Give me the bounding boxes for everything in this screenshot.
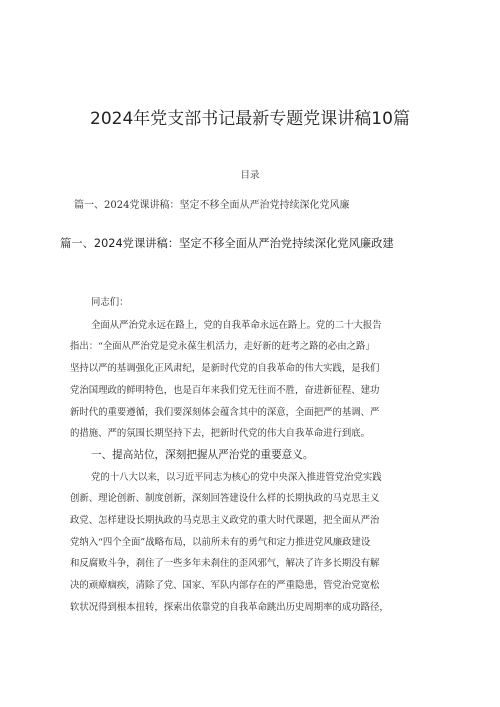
- paragraph-line: 党的十八大以来，以习近平同志为核心的党中央深入推进管党治党实践: [91, 471, 382, 483]
- paragraph-line: 和反腐败斗争，刹住了一些多年未刹住的歪风邪气，解决了许多长期没有解: [70, 558, 380, 570]
- paragraph-line: 党纳入“四个全面”战略布局，以前所未有的勇气和定力推进党风廉政建设: [70, 536, 371, 548]
- paragraph-line: 政党、怎样建设长期执政的马克思主义政党的重大时代课题，把全面从严治: [70, 515, 380, 527]
- section-title: 篇一、2024党课讲稿：坚定不移全面从严治党持续深化党风廉政建: [60, 237, 394, 250]
- paragraph-line: 创新、理论创新、制度创新，深刻回答建设什么样的长期执政的马克思主义: [70, 493, 380, 505]
- document-title: 2024年党支部书记最新专题党课讲稿10篇: [90, 109, 410, 129]
- body-text: [70, 292, 440, 619]
- toc-heading: 目录: [240, 170, 260, 181]
- paragraph-line: 新时代的重要遵循，我们要深刻体会蕴含其中的深意，全面把严的基调、严: [70, 406, 380, 418]
- subheading: 一、提高站位，深刻把握从严治党的重要意义。: [91, 448, 314, 461]
- paragraph-line: 党治国理政的鲜明特色，也是百年来我们党无往而不胜，奋进新征程、建功: [70, 384, 380, 396]
- paragraph-line: 指出：“全面从严治党是党永葆生机活力，走好新的赶考之路的必由之路」: [70, 341, 375, 353]
- paragraph-line: 软状况得到根本扭转，探索出依靠党的自我革命跳出历史周期率的成功路径，: [70, 601, 389, 613]
- paragraph-line: 的措施、严的氛围长期坚持下去，把新时代党的伟大自我革命进行到底。: [70, 428, 371, 440]
- paragraph-line: 决的顽瘴痼疾，清除了党、国家、军队内部存在的严重隐患，管党治党宽松: [70, 580, 380, 592]
- paragraph-line: 坚持以严的基调强化正风肃纪，是新时代党的自我革命的伟大实践，是我们: [70, 363, 380, 375]
- salutation: 同志们：: [91, 297, 129, 308]
- paragraph-line: 全面从严治党永远在路上，党的自我革命永远在路上。党的二十大报告: [91, 319, 382, 331]
- toc-item[interactable]: 篇一、2024党课讲稿：坚定不移全面从严治党持续深化党风廉: [74, 200, 350, 211]
